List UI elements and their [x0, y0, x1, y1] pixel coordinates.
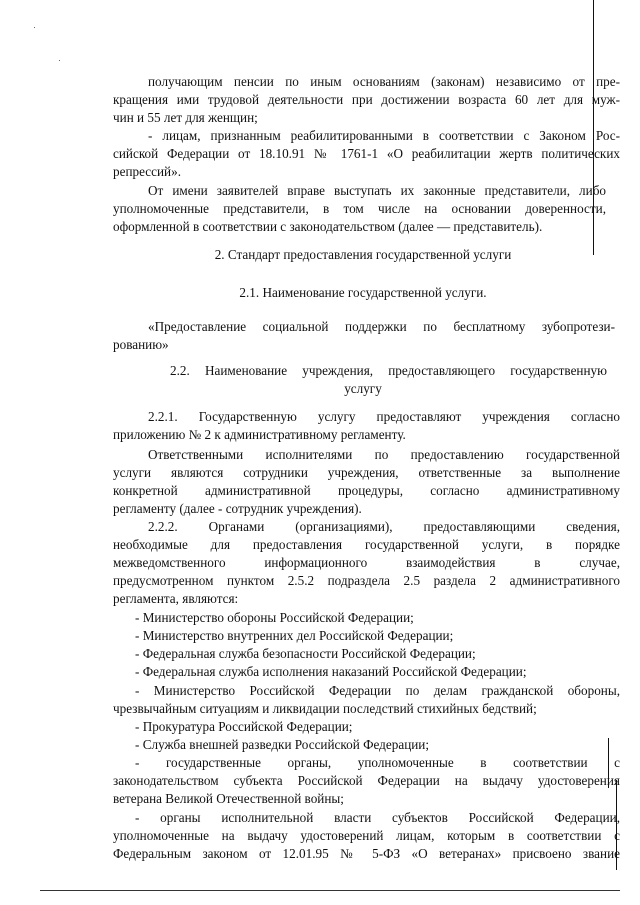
list-item: - органы исполнительной власти субъектов Российской Федерации,: [135, 810, 620, 825]
scan-bottom-edge: [40, 890, 620, 891]
text-line: получающим пенсии по иным основаниям (законам) независимо от пре-: [148, 74, 620, 89]
list-item: - Министерство внутренних дел Российской Федерации;: [135, 628, 454, 643]
text-line: Ответственными исполнителями по предоставлению государственной: [148, 447, 620, 462]
text-line: приложению № 2 к административному регламенту.: [113, 427, 406, 442]
list-item: - государственные органы, уполномоченные в соответствии с: [135, 755, 620, 770]
text-line: репрессий».: [113, 164, 181, 179]
list-item: - Министерство обороны Российской Федерации;: [135, 610, 414, 625]
text-line: межведомственного информационного взаимодействия в случае,: [113, 555, 620, 570]
list-item: - Служба внешней разведки Российской Федерации;: [135, 737, 430, 752]
list-item: чрезвычайным ситуациям и ликвидации последствий стихийных бедствий;: [113, 701, 537, 716]
subsection-heading: 2.1. Наименование государственной услуги.: [239, 285, 487, 300]
list-item: уполномоченные на выдачу удостоверений лицам, которым в соответствии с: [113, 828, 620, 843]
list-item: - Прокуратура Российской Федерации;: [135, 719, 353, 734]
text-line: регламенту (далее - сотрудник учреждения).: [113, 501, 362, 516]
text-line: 2.2.2. Органами (организациями), предоставляющими сведения,: [148, 519, 620, 534]
list-item: - Министерство Российской Федерации по делам гражданской обороны,: [135, 683, 620, 698]
text-line: чин и 55 лет для женщин;: [113, 110, 258, 125]
subsection-heading: услугу: [344, 381, 382, 396]
text-line: кращения ими трудовой деятельности при достижении возраста 60 лет для муж-: [113, 92, 620, 107]
scan-speck: [34, 27, 35, 28]
scan-speck: [59, 60, 60, 61]
text-line: рованию»: [113, 337, 169, 352]
text-line: 2.2.1. Государственную услугу предоставляют учреждения согласно: [148, 409, 620, 424]
list-item: - Федеральная служба исполнения наказаний Российской Федерации;: [135, 664, 527, 679]
list-item: Федеральным законом от 12.01.95 № 5-ФЗ «О ветеранах» присвоено звание: [113, 846, 620, 861]
text-line: От имени заявителей вправе выступать их законные представители, либо: [148, 183, 606, 198]
text-line: уполномоченные представители, в том числе на основании доверенности,: [113, 201, 606, 216]
text-line: необходимые для предоставления государственной услуги, в порядке: [113, 537, 620, 552]
text-line: оформленной в соответствии с законодательством (далее — представитель).: [113, 219, 543, 234]
list-item: законодательством субъекта Российской Федерации на выдачу удостоверения: [113, 773, 620, 788]
list-item: ветерана Великой Отечественной войны;: [113, 791, 344, 806]
text-line: регламента, являются:: [113, 591, 239, 606]
text-line: предусмотренном пунктом 2.5.2 подраздела 2.5 раздела 2 административного: [113, 573, 620, 588]
text-line: - лицам, признанным реабилитированными в соответствии с Законом Рос-: [148, 128, 620, 143]
subsection-heading: 2.2. Наименование учреждения, предоставляющего государственную: [170, 363, 607, 378]
text-line: конкретной административной процедуры, согласно административному: [113, 483, 620, 498]
text-line: сийской Федерации от 18.10.91 № 1761-1 «О реабилитации жертв политических: [113, 146, 620, 161]
list-item: - Федеральная служба безопасности Российской Федерации;: [135, 646, 476, 661]
text-line: услуги являются сотрудники учреждения, ответственные за выполнение: [113, 465, 620, 480]
section-heading: 2. Стандарт предоставления государственной услуги: [214, 247, 512, 262]
text-line: «Предоставление социальной поддержки по бесплатному зубопротези-: [148, 319, 615, 334]
